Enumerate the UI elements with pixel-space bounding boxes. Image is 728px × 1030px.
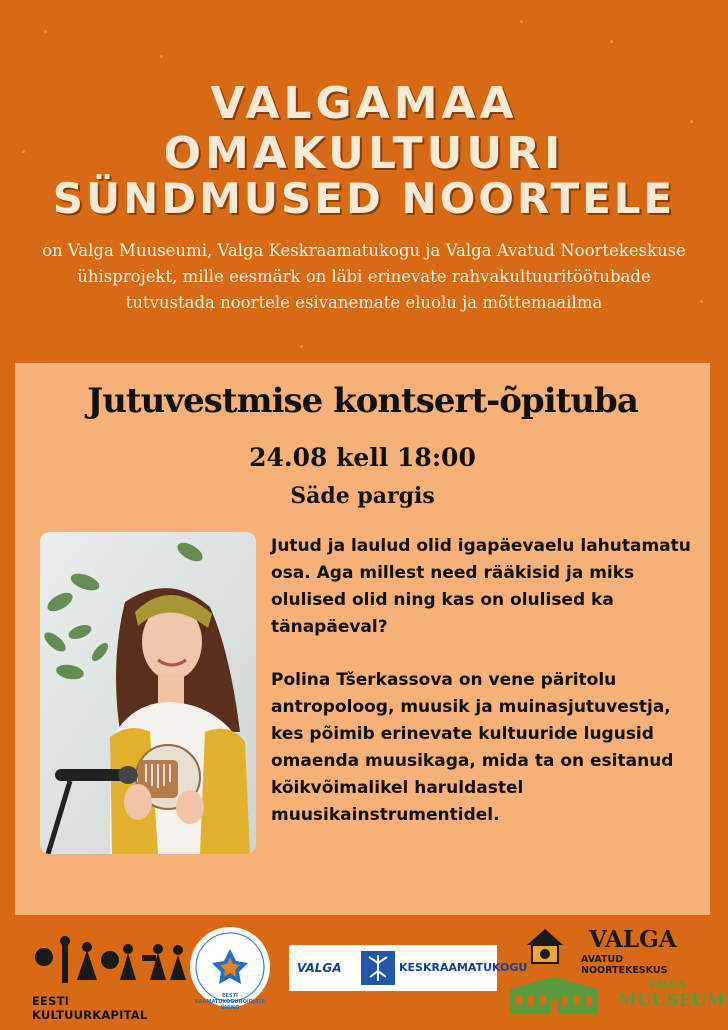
title-line-1: VALGAMAA — [210, 78, 518, 129]
title-line-2: OMAKULTUURI — [163, 128, 565, 179]
event-date: 24.08 kell 18:00 — [249, 443, 476, 472]
background-speck — [520, 20, 523, 23]
event-panel — [15, 363, 710, 915]
muuseum-logo — [508, 975, 726, 1020]
muuseum-label-top: VALGA — [648, 979, 687, 990]
noortekeskus-title: VALGA — [589, 926, 677, 953]
book-symbol-icon — [361, 951, 395, 985]
background-speck — [44, 30, 47, 33]
keskraamatukogu-label-left: VALGA — [297, 961, 342, 975]
house-icon — [523, 923, 567, 967]
title-line-3: SÜNDMUSED NOORTELE — [52, 174, 676, 223]
event-title: Jutuvestmise kontsert-õpituba — [87, 381, 638, 421]
background-speck — [700, 300, 703, 303]
kulka-label: EESTI KULTUURKAPITAL — [32, 994, 148, 1022]
muuseum-label-bottom: MUUSEUM — [618, 991, 726, 1011]
background-speck — [160, 55, 163, 58]
performer-photo — [40, 532, 256, 854]
event-place: Säde pargis — [290, 483, 435, 509]
kulka-figures-icon — [32, 935, 187, 990]
museum-building-icon — [508, 975, 600, 1015]
noortekeskus-logo — [523, 923, 703, 976]
noortekeskus-subtitle: AVATUD NOORTEKESKUS — [581, 954, 668, 976]
kulka-logo — [32, 935, 187, 1022]
raamatukoguhoidjate-logo — [190, 927, 270, 1011]
event-description — [271, 533, 701, 855]
keskraamatukogu-label-right: KESKRAAMATUKOGU — [399, 961, 528, 974]
background-speck — [610, 40, 613, 43]
sponsor-logos — [0, 915, 728, 1030]
keskraamatukogu-logo — [289, 945, 528, 991]
background-speck — [300, 345, 303, 348]
description-paragraph-2: Polina Tšerkassova on vene päritolu antropoloog, muusik ja muinasjutuvestja, kes põimib erinevate kultuuride lugusid omaenda muusikaga, mida ta on esitanud kõikvõimalikel haruldastel muusikainstrumentidel. — [271, 670, 674, 825]
raamatukoguhoidjate-label: EESTI RAAMATUKOGUHOIDJATE ÜHING — [194, 993, 266, 1011]
description-paragraph-1: Jutud ja laulud olid igapäevaelu lahutamatu osa. Aga millest need rääkisid ja miks olulised olid ning kas on olulised ka tänapäeval? — [271, 536, 691, 637]
intro-text: on Valga Muuseumi, Valga Keskraamatukogu ja Valga Avatud Noortekeskuse ühisprojekt, mille eesmärk on läbi erinevate rahvakultuuritöötubade tutvustada noortele esivanemate eluolu ja mõttemaailma — [42, 241, 686, 312]
